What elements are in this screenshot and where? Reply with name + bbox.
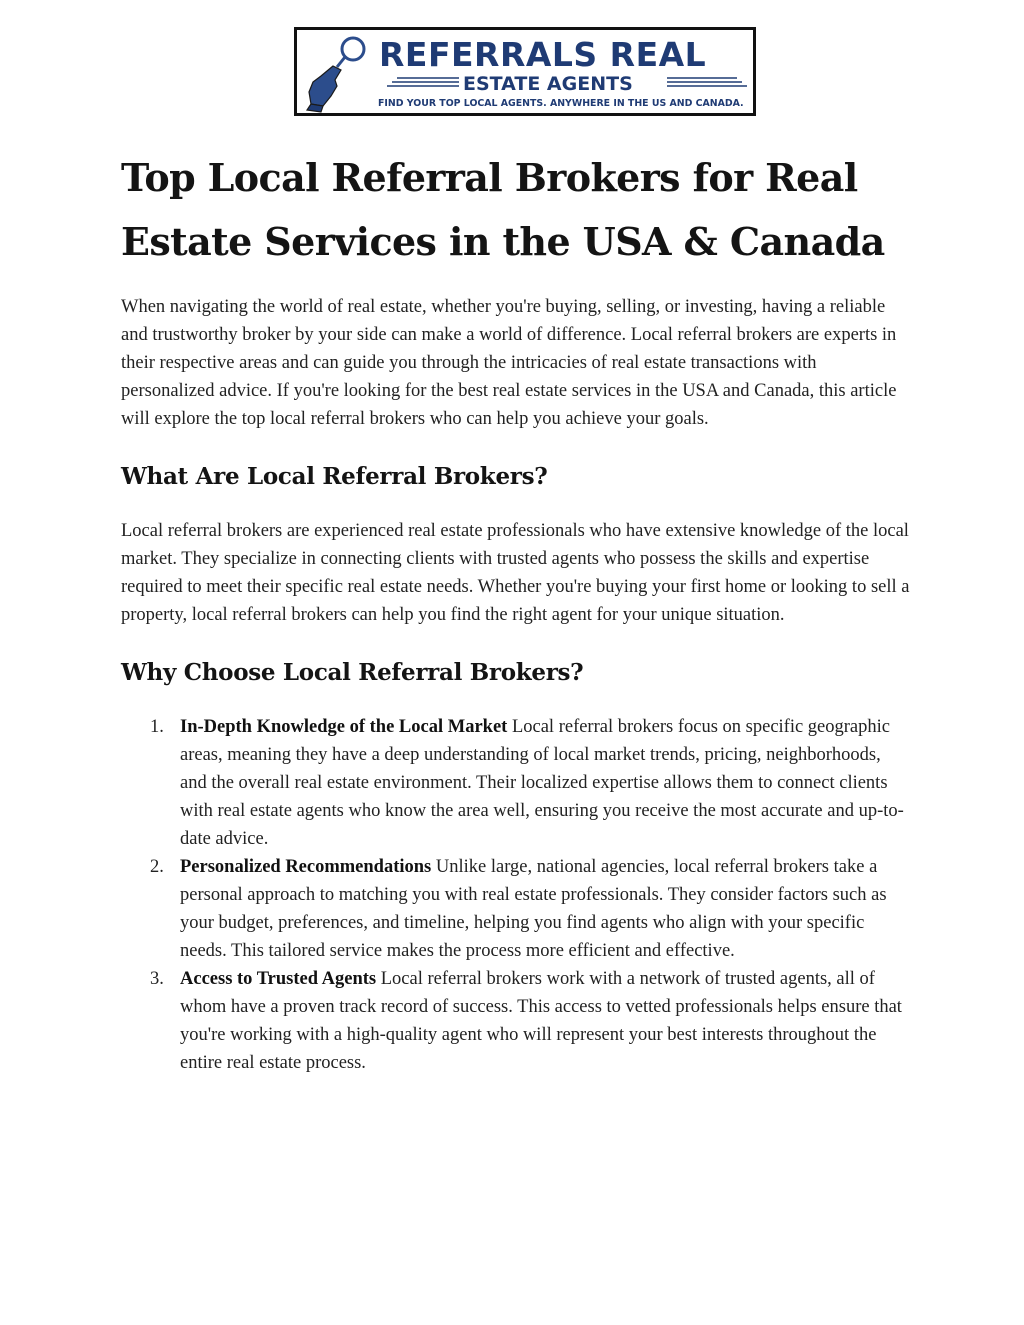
reasons-list [121,713,911,1077]
section-heading-what: What Are Local Referral Brokers? [121,463,548,490]
logo-line2: ESTATE AGENTS [463,73,633,95]
list-item-title: Access to Trusted Agents [180,969,377,989]
list-item [121,713,911,853]
list-item-number: 3. [150,969,164,989]
list-item [121,853,911,965]
list-item-title: Personalized Recommendations [180,857,432,877]
logo-tagline: FIND YOUR TOP LOCAL AGENTS. ANYWHERE IN THE US AND CANADA. [378,98,744,109]
list-item-text: Local referral brokers focus on specific geographic areas, meaning they have a deep understanding of local market trends, pricing, neighborhoods, and the overall real estate environment. Their localized expertise allows them to connect clients with real estate agents who know the area well, ensuring you receive the most accurate and up-to-date advice. [180,717,904,849]
list-item-text: Unlike large, national agencies, local referral brokers take a personal approach to matching you with real estate professionals. They consider factors such as your budget, preferences, and timeline, helping you find agents who align with your specific needs. This tailored service makes the process more efficient and effective. [180,857,887,961]
list-item-title: In-Depth Knowledge of the Local Market [180,717,508,737]
magnifier-handle [337,57,345,67]
list-item-text: Local referral brokers work with a network of trusted agents, all of whom have a proven track record of success. This access to vetted professionals helps ensure that you're working with a high-quality agent who will represent your best interests throughout the entire real estate process. [180,969,902,1073]
logo-graphic [297,30,753,113]
list-item-number: 2. [150,857,164,877]
logo-line1: REFERRALS REAL [379,35,707,74]
pointing-hand-icon [307,66,341,112]
section-body-what: Local referral brokers are experienced real estate professionals who have extensive knowledge of the local market. They specialize in connecting clients with trusted agents who possess the skills and expertise required to meet their specific real estate needs. Whether you're buying your first home or looking to sell a property, local referral brokers can help you find the right agent for your unique situation. [121,521,910,625]
section-heading-why: Why Choose Local Referral Brokers? [121,659,584,686]
intro-paragraph: When navigating the world of real estate, whether you're buying, selling, or investing, having a reliable and trustworthy broker by your side can make a world of difference. Local referral brokers are experts in their respective areas and can guide you through the intricacies of real estate transactions with personalized advice. If you're looking for the best real estate services in the USA and Canada, this article will explore the top local referral brokers who can help you achieve your goals. [121,297,897,429]
brand-logo[interactable] [294,27,756,116]
list-item [121,965,911,1077]
magnifier-icon [342,38,364,60]
list-item-number: 1. [150,717,164,737]
article [121,146,911,1077]
page-title: Top Local Referral Brokers for Real Estate Services in the USA & Canada [121,155,885,264]
